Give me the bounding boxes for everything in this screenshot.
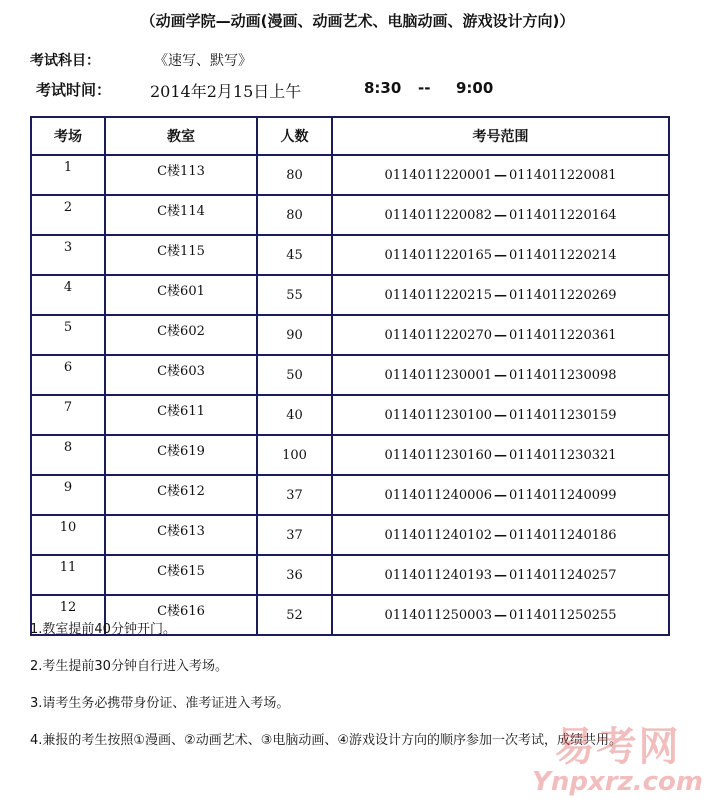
range-from: 0114011220082 [384,207,492,223]
count-cell: 80 [257,155,332,195]
table-row [31,475,669,515]
subject-label: 考试科目： [30,53,100,69]
range-from: 0114011230160 [384,447,492,463]
count-cell: 100 [257,435,332,475]
range-to: 0114011220361 [509,327,617,343]
table-row [31,315,669,355]
count-cell: 36 [257,555,332,595]
range-separator: — [494,407,507,423]
count-cell: 80 [257,195,332,235]
exam-room-cell: 8 [31,435,105,475]
table-row [31,515,669,555]
range-separator: — [494,607,507,623]
range-from: 0114011220215 [384,287,492,303]
range-cell [332,395,669,435]
table-row [31,155,669,195]
range-separator: — [494,247,507,263]
table-row [31,355,669,395]
range-separator: — [494,207,507,223]
range-cell [332,195,669,235]
header-range: 考号范围 [332,117,669,155]
range-to: 0114011230098 [509,367,617,383]
note-item: 2.考生提前30分钟自行进入考场。 [30,659,228,674]
classroom-cell: C楼114 [105,195,257,235]
range-from: 0114011240193 [384,567,492,583]
table-row [31,195,669,235]
range-separator: — [494,327,507,343]
range-cell [332,355,669,395]
note-item: 3.请考生务必携带身份证、准考证进入考场。 [30,696,290,711]
range-from: 0114011240102 [384,527,492,543]
exam-room-table [30,116,670,636]
header-classroom: 教室 [105,117,257,155]
range-to: 0114011220269 [509,287,617,303]
exam-room-cell: 12 [31,595,105,635]
count-cell: 90 [257,315,332,355]
range-cell [332,555,669,595]
exam-room-cell: 4 [31,275,105,315]
exam-room-cell: 9 [31,475,105,515]
count-cell: 55 [257,275,332,315]
range-to: 0114011220214 [509,247,617,263]
header-count: 人数 [257,117,332,155]
count-cell: 45 [257,235,332,275]
range-from: 0114011230001 [384,367,492,383]
range-separator: — [494,287,507,303]
classroom-cell: C楼113 [105,155,257,195]
range-to: 0114011220081 [509,167,617,183]
range-from: 0114011250003 [384,607,492,623]
range-cell [332,315,669,355]
table-row [31,235,669,275]
exam-room-cell: 3 [31,235,105,275]
table-row [31,395,669,435]
exam-room-cell: 1 [31,155,105,195]
range-from: 0114011220001 [384,167,492,183]
page-title: （动画学院—动画(漫画、动画艺术、电脑动画、游戏设计方向)） [140,12,575,30]
classroom-cell: C楼612 [105,475,257,515]
classroom-cell: C楼603 [105,355,257,395]
count-cell: 40 [257,395,332,435]
subject-row [30,50,430,72]
schedule-start: 8:30 [364,79,402,97]
range-from: 0114011240006 [384,487,492,503]
range-separator: — [494,487,507,503]
range-cell [332,475,669,515]
range-from: 0114011230100 [384,407,492,423]
exam-room-cell: 2 [31,195,105,235]
classroom-cell: C楼601 [105,275,257,315]
range-cell [332,435,669,475]
range-separator: — [494,367,507,383]
schedule-row [30,79,670,101]
range-cell [332,155,669,195]
schedule-date: 2014年2月15日上午 [150,82,302,101]
table-row [31,275,669,315]
classroom-cell: C楼115 [105,235,257,275]
header-exam-room: 考场 [31,117,105,155]
table-header-row [31,117,669,155]
range-to: 0114011230321 [509,447,617,463]
classroom-cell: C楼616 [105,595,257,635]
subject-value: 《速写、默写》 [154,53,252,69]
range-cell [332,235,669,275]
exam-room-cell: 11 [31,555,105,595]
count-cell: 52 [257,595,332,635]
count-cell: 37 [257,515,332,555]
note-item: 1.教室提前40分钟开门。 [30,622,176,637]
range-separator: — [494,527,507,543]
range-cell [332,275,669,315]
exam-room-cell: 7 [31,395,105,435]
range-separator: — [494,167,507,183]
table-row [31,555,669,595]
range-cell [332,515,669,555]
range-from: 0114011220270 [384,327,492,343]
exam-room-cell: 6 [31,355,105,395]
range-to: 0114011250255 [509,607,617,623]
schedule-label: 考试时间： [36,81,112,99]
exam-room-cell: 10 [31,515,105,555]
count-cell: 50 [257,355,332,395]
table-row [31,435,669,475]
schedule-dash: -- [418,79,431,97]
classroom-cell: C楼615 [105,555,257,595]
watermark-logo: 易考网 [554,724,681,770]
range-to: 0114011240186 [509,527,617,543]
range-to: 0114011240257 [509,567,617,583]
classroom-cell: C楼613 [105,515,257,555]
range-separator: — [494,447,507,463]
range-to: 0114011230159 [509,407,617,423]
range-from: 0114011220165 [384,247,492,263]
range-separator: — [494,567,507,583]
watermark-url: Ynpxrz.com [532,767,703,797]
watermark [532,725,703,795]
classroom-cell: C楼611 [105,395,257,435]
classroom-cell: C楼602 [105,315,257,355]
exam-room-cell: 5 [31,315,105,355]
note-item: 4.兼报的考生按照①漫画、②动画艺术、③电脑动画、④游戏设计方向的顺序参加一次考试，成绩共用。 [30,733,623,748]
schedule-end: 9:00 [456,79,494,97]
range-to: 0114011240099 [509,487,617,503]
count-cell: 37 [257,475,332,515]
range-to: 0114011220164 [509,207,617,223]
classroom-cell: C楼619 [105,435,257,475]
